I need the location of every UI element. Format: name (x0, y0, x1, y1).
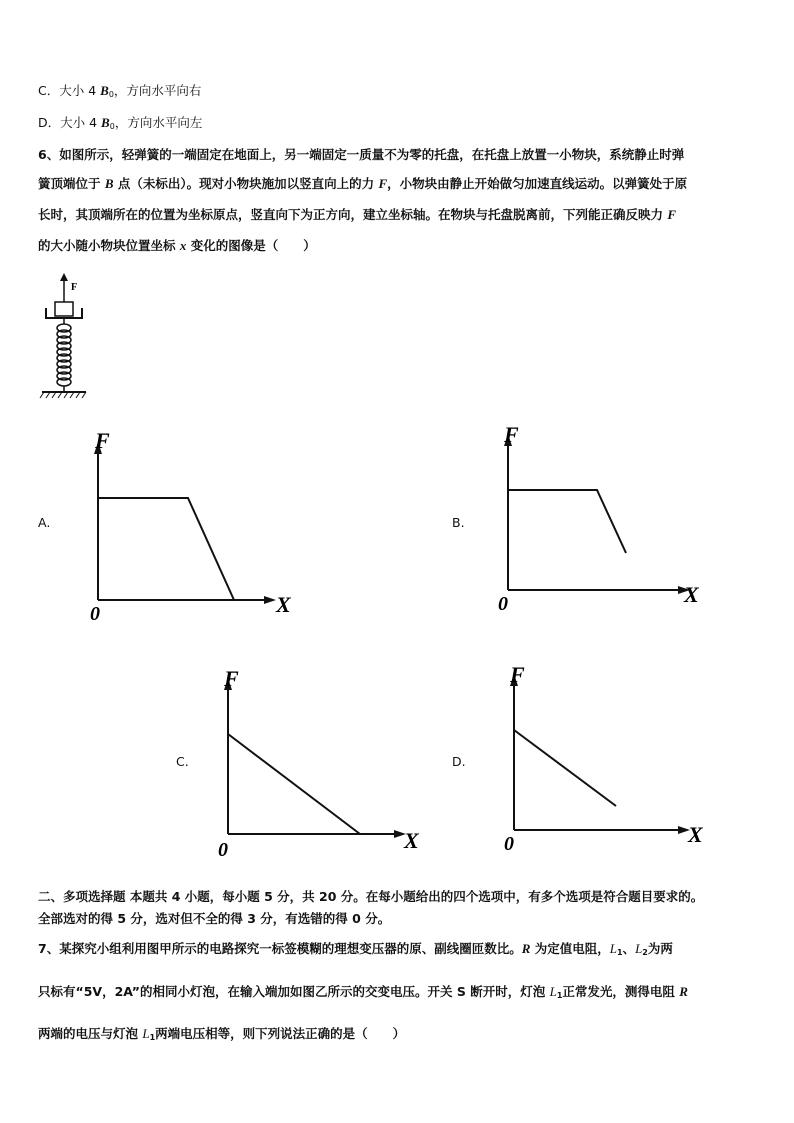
option-d-prev (38, 114, 202, 136)
origin-label: 0 (90, 603, 100, 625)
q6-text: 如图所示，轻弹簧的一端固定在地面上，另一端固定一质量不为零的托盘，在托盘上放置一小物块，系统静止时弹 (59, 147, 685, 162)
q7-text: 为定值电阻， (530, 941, 610, 956)
q7-var: L (635, 941, 643, 956)
q7-text: 、 (622, 941, 636, 956)
option-sub: 0 (108, 90, 114, 99)
x-axis-label: X (276, 592, 291, 617)
q7-text: 两端电压相等，则下列说法正确的是（ ） (155, 1026, 406, 1041)
graph-c (214, 664, 434, 864)
q6-text: 长时，其顶端所在的位置为坐标原点，竖直向下为正方向，建立坐标轴。在物块与托盘脱离前，下列能正确反映力 (38, 207, 668, 222)
q7-var: L (142, 1026, 150, 1041)
option-a-label: A. (38, 515, 51, 530)
q7-sub: 2 (642, 948, 648, 957)
spring-coils (57, 324, 71, 386)
graph-line (228, 734, 360, 834)
q7-text: 只标有“5V，2A”的相同小灯泡，在输入端加如图乙所示的交变电压。开关 S 断开时，灯泡 (38, 984, 550, 999)
option-text: ，方向水平向右 (113, 83, 202, 98)
q6-line2 (38, 175, 687, 193)
q6-text: 变化的图像是（ ） (186, 238, 316, 253)
x-axis-arrow (264, 596, 276, 604)
option-text: ，方向水平向左 (114, 115, 203, 130)
option-c-prev (38, 82, 201, 104)
q7-sub: 1 (149, 1033, 156, 1042)
q7-text: 7、某探究小组利用图甲所示的电路探究一标签模糊的理想变压器的原、副线圈匝数比。 (38, 941, 522, 956)
q6-var: F (667, 207, 677, 222)
graph-a (84, 428, 304, 628)
x-axis-label: X (688, 822, 703, 847)
option-b-label: B. (452, 515, 465, 530)
option-text: 大小 4 (59, 83, 101, 98)
graph-d (500, 660, 720, 860)
option-label: D． (38, 115, 61, 130)
origin-label: 0 (504, 833, 514, 855)
option-c-label: C. (176, 754, 189, 769)
q6-text: 的大小随小物块位置坐标 (38, 238, 180, 253)
x-axis-label: X (404, 828, 419, 853)
origin-label: 0 (218, 839, 228, 861)
block (55, 302, 73, 316)
q6-var: x (179, 238, 187, 253)
q7-sub: 1 (616, 948, 623, 957)
option-label: C． (38, 83, 60, 98)
q7-text: 两端的电压与灯泡 (38, 1026, 143, 1041)
q7-text: 正常发光，测得电阻 (562, 984, 680, 999)
q7-var: R (679, 984, 688, 999)
y-axis-label: F (510, 662, 525, 687)
q7-sub: 1 (556, 991, 563, 1000)
spring-figure (38, 270, 98, 402)
q6-text: 点（未标出）。现对小物块施加以竖直向上的力 (113, 176, 379, 191)
y-axis-label: F (95, 428, 110, 453)
graph-line (98, 498, 234, 600)
y-axis-label: F (224, 666, 239, 691)
graph-line (508, 490, 626, 553)
force-arrow-head (60, 273, 68, 281)
x-axis-label: X (684, 582, 699, 607)
force-label: F (71, 282, 78, 293)
q6-var: B (104, 176, 114, 191)
q6-line4 (38, 237, 316, 255)
q7-var: L (549, 984, 557, 999)
q6-var: F (378, 176, 388, 191)
section2-line1: 二、多项选择题 本题共 4 小题，每小题 5 分，共 20 分。在每小题给出的四个选项中，有多个选项是符合题目要求的。 (38, 889, 704, 904)
q7-line2 (38, 983, 688, 1005)
q7-var: L (609, 941, 617, 956)
q7-line1 (38, 940, 673, 962)
q6-line3 (38, 206, 676, 224)
option-sub: 0 (109, 122, 115, 131)
graph-line (514, 730, 616, 806)
section2-line2: 全部选对的得 5 分，选对但不全的得 3 分，有选错的得 0 分。 (38, 911, 391, 926)
option-d-label: D. (452, 754, 466, 769)
q7-text: 为两 (647, 941, 673, 956)
option-var: B (100, 83, 109, 98)
origin-label: 0 (498, 593, 508, 615)
question-number: 6、 (38, 147, 60, 162)
q7-var: R (521, 941, 531, 956)
q7-line3 (38, 1025, 405, 1047)
graph-b (494, 420, 714, 620)
y-axis-label: F (504, 422, 519, 447)
q6-text: 簧顶端位于 (38, 176, 105, 191)
option-text: 大小 4 (60, 115, 102, 130)
option-var: B (101, 115, 110, 130)
q6-text: ，小物块由静止开始做匀加速直线运动。以弹簧处于原 (387, 176, 688, 191)
q6-line1 (38, 146, 684, 164)
